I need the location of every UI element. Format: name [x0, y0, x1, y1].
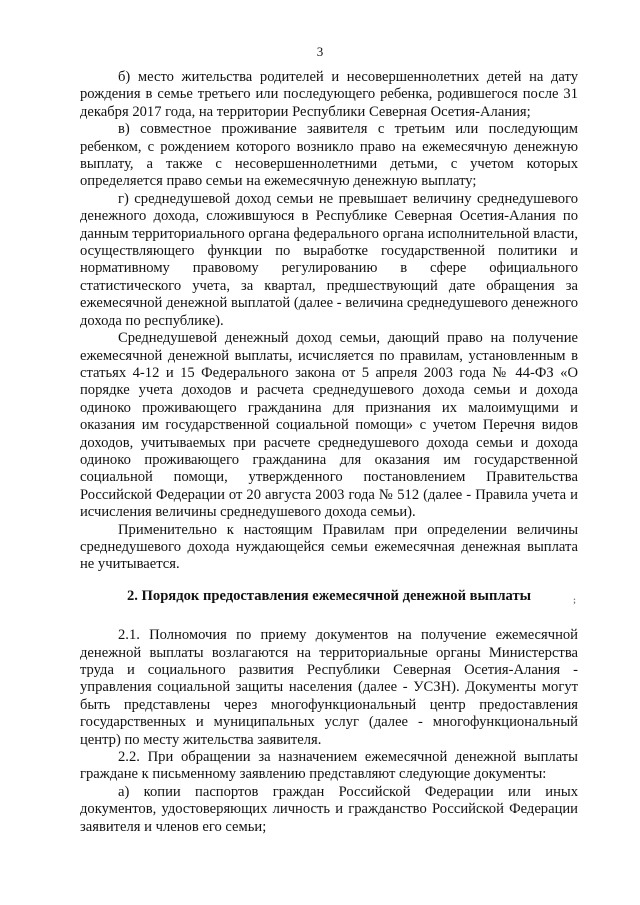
paragraph-2-2: 2.2. При обращении за назначением ежемесячной денежной выплаты граждане к письменному заявлению представляют следующие документы:	[80, 749, 578, 783]
paragraph-g: г) среднедушевой доход семьи не превышает величину среднедушевого денежного дохода, сложившуюся в Республике Северная Осетия-Алания по данным территориального органа федерального органа исполнительной власти, осуществляющего функции по выработке государственной политики и нормативному правовому регулированию в сфере официального статистического учета, за квартал, предшествующий дате обращения за ежемесячной денежной выплатой (далее - величина среднедушевого денежного дохода по республике).	[80, 190, 578, 329]
paragraph-2-1: 2.1. Полномочия по приему документов на получение ежемесячной денежной выплаты возлагаются на территориальные органы Министерства труда и социального развития Республики Северная Осетия-Алания - управления социальной защиты населения (далее - УСЗН). Документы могут быть представлены через многофункциональный центр предоставления государственных и муниципальных услуг (далее - многофункциональный центр) по месту жительства заявителя.	[80, 627, 578, 748]
section-heading	[80, 588, 578, 605]
paragraph-a: а) копии паспортов граждан Российской Федерации или иных документов, удостоверяющих личность и гражданство Российской Федерации заявителя и членов его семьи;	[80, 783, 578, 835]
paragraph-income-exclusion: Применительно к настоящим Правилам при определении величины среднедушевого дохода нуждающейся семьи ежемесячная денежная выплата не учитывается.	[80, 521, 578, 573]
page-number: 3	[316, 44, 324, 59]
section-heading-text: 2. Порядок предоставления ежемесячной денежной выплаты	[126, 587, 532, 604]
paragraph-v: в) совместное проживание заявителя с третьим или последующим ребенком, с рождением которого возникло право на ежемесячную денежную выплату, а также с несовершеннолетними детьми, с учетом которых определяется право семьи на ежемесячную денежную выплату;	[80, 121, 578, 190]
paragraph-income-calculation: Среднедушевой денежный доход семьи, дающий право на получение ежемесячной денежной выплаты, исчисляется по правилам, установленным в статьях 4-12 и 15 Федерального закона от 5 апреля 2003 года № 44-ФЗ «О порядке учета доходов и расчета среднедушевого дохода семьи и дохода одиноко проживающего гражданина для признания их малоимущими и оказания им государственной социальной помощи» с учетом Перечня видов доходов, учитываемых при расчете среднедушевого дохода семьи и дохода одиноко проживающего гражданина для оказания им государственной социальной помощи, утвержденного постановлением Правительства Российской Федерации от 20 августа 2003 года № 512 (далее - Правила учета и исчисления величины среднедушевого дохода семьи).	[80, 330, 578, 521]
paragraph-b: б) место жительства родителей и несовершеннолетних детей на дату рождения в семье третьего или последующего ребенка, родившегося после 31 декабря 2017 года, на территории Республики Северная Осетия-Алания;	[80, 69, 578, 120]
margin-mark: ;	[573, 594, 576, 605]
document-body	[80, 69, 578, 836]
